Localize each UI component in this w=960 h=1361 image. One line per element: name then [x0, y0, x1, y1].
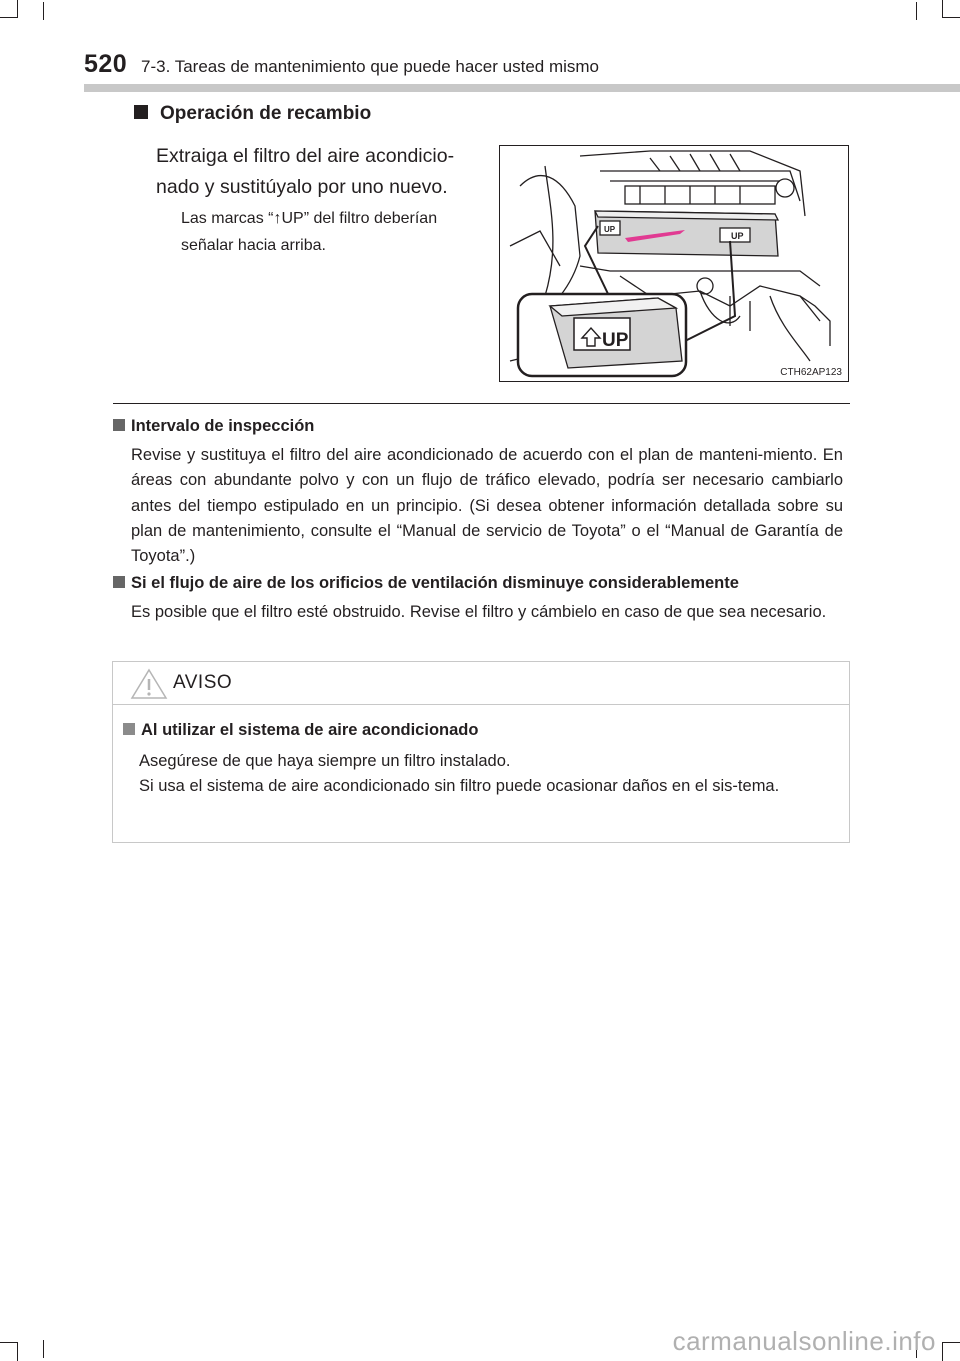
header-rule — [84, 84, 960, 92]
bullet-square-icon — [113, 576, 125, 588]
crop-mark — [17, 1342, 18, 1361]
watermark: carmanualsonline.info — [672, 1326, 936, 1356]
crop-mark — [916, 2, 917, 20]
inspection-heading: Intervalo de inspección — [113, 417, 314, 436]
warning-triangle-icon — [129, 667, 169, 701]
warning-line-1: Asegúrese de que haya siempre un filtro instalado. — [139, 752, 511, 770]
filter-drawing — [500, 146, 849, 382]
chapter-title: 7-3. Tareas de mantenimiento que puede hacer usted mismo — [141, 57, 600, 76]
zoom-up-label: UP — [602, 330, 629, 351]
figure-code: CTH62AP123 — [780, 367, 842, 378]
airflow-heading: Si el flujo de aire de los orificios de ventilación disminuye considerablemente — [113, 574, 739, 593]
crop-mark — [43, 2, 44, 20]
replacement-note: Las marcas “↑UP” del filtro deberían señalar hacia arriba. — [181, 210, 438, 254]
replacement-heading: Operación de recambio — [134, 103, 371, 125]
crop-mark — [17, 0, 18, 18]
filter-illustration — [499, 145, 849, 382]
replacement-instruction: Extraiga el filtro del aire acondicio-nado y sustitúyalo por uno nuevo. — [156, 145, 455, 198]
warning-text — [139, 749, 839, 800]
crop-mark — [942, 1342, 960, 1343]
bullet-square-icon — [123, 723, 135, 735]
warning-header — [113, 662, 849, 705]
crop-mark — [0, 1342, 18, 1343]
crop-mark — [43, 1340, 44, 1358]
filter-up-label: UP — [731, 231, 744, 241]
small-up-label: UP — [604, 225, 616, 234]
warning-heading: Al utilizar el sistema de aire acondicionado — [123, 721, 478, 740]
bullet-square-icon — [134, 105, 148, 119]
warning-line-2: Si usa el sistema de aire acondicionado sin filtro puede ocasionar daños en el sis-tema. — [139, 777, 780, 796]
section-rule — [113, 403, 850, 404]
crop-mark — [0, 17, 18, 18]
page-number: 520 — [84, 50, 128, 78]
bullet-square-icon — [113, 419, 125, 431]
warning-label: AVISO — [173, 672, 233, 693]
crop-mark — [942, 17, 960, 18]
crop-mark — [942, 0, 943, 18]
airflow-text: Es posible que el filtro esté obstruido. Revise el filtro y cámbielo en caso de que sea necesario. — [131, 603, 827, 621]
crop-mark — [942, 1342, 943, 1361]
inspection-text: Revise y sustituya el filtro del aire acondicionado de acuerdo con el plan de manteni-miento. En áreas con abundante polvo y con un flujo de tráfico elevado, podría ser necesario cambiarlo antes del tiempo estipulado en un principio. (Si desea obtener información detallada sobre su plan de mantenimiento, consulte el “Manual de servicio de Toyota” o el “Manual de Garantía de Toyota”.) — [131, 446, 843, 566]
warning-box — [112, 661, 850, 843]
